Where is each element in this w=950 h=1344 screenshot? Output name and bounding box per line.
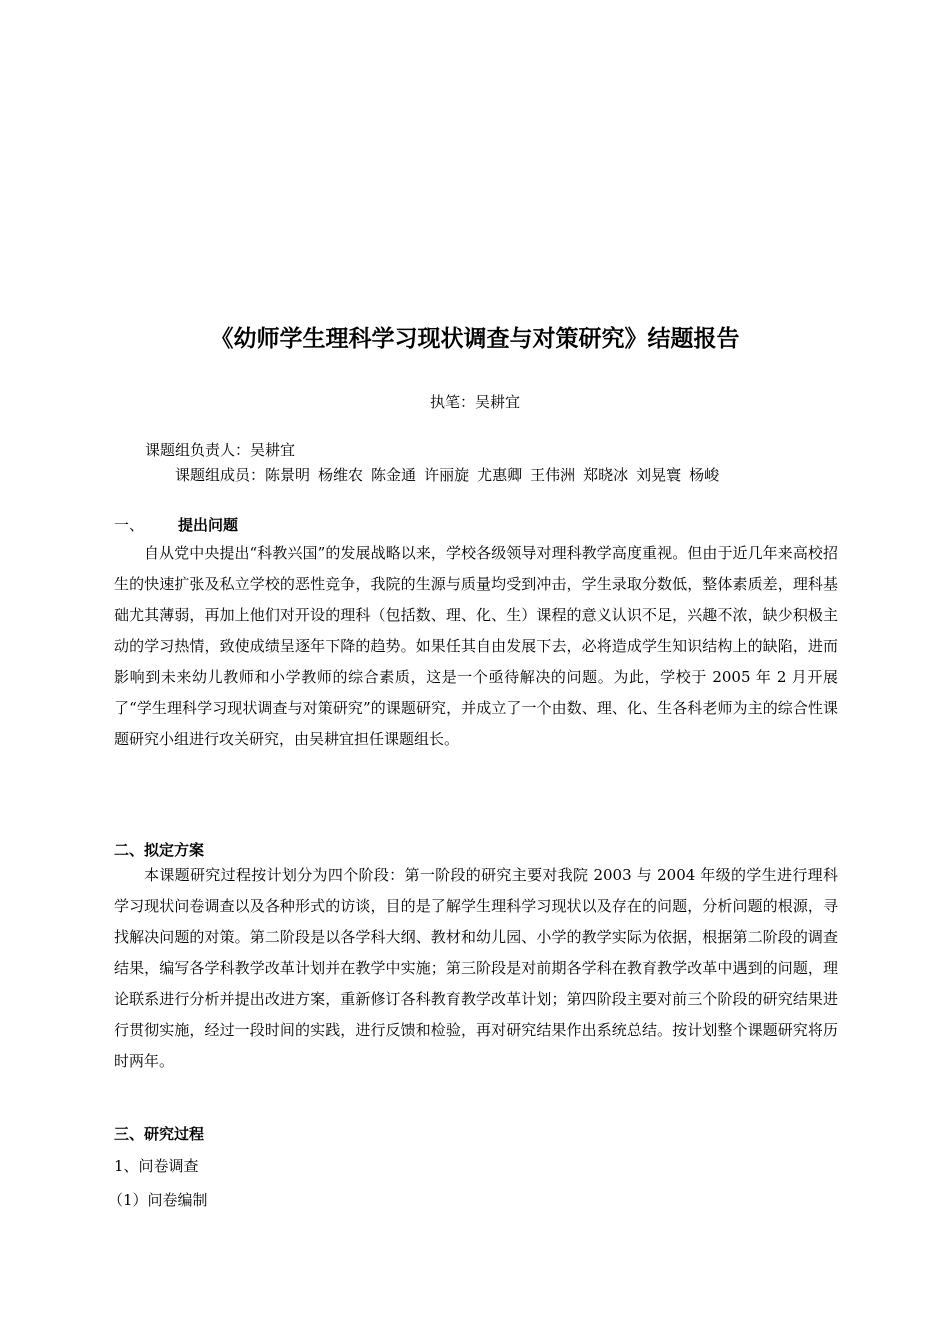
sub-item-heading: 1、问卷调查	[114, 1157, 199, 1175]
member-name: 郑晓冰	[583, 466, 629, 484]
member-name: 杨峻	[689, 466, 720, 484]
document-title: 《幼师学生理科学习现状调查与对策研究》结题报告	[210, 325, 740, 352]
member-name: 杨维农	[318, 466, 364, 484]
section-heading-3: 三、研究过程	[114, 1125, 205, 1143]
sub-sub-item-heading: （1）问卷编制	[108, 1191, 208, 1209]
member-name: 陈景明	[265, 466, 311, 484]
members-label: 课题组成员：	[175, 466, 266, 484]
project-leader-line: 课题组负责人：吴耕宜	[145, 441, 296, 459]
section-number: 一、	[114, 516, 145, 534]
section-title: 提出问题	[178, 516, 239, 534]
author-line: 执笔：吴耕宜	[429, 393, 520, 411]
section-body-2: 本课题研究过程按计划分为四个阶段：第一阶段的研究主要对我院 2003 与 2004 年级的学生进行理科学习现状问卷调查以及各种形式的访谈，目的是了解学生理科学习现状以及存在的问题，分析问题的根源，寻找解决问题的对策。第二阶段是以各学科大纲、教材和幼儿园、小学的教学实际为依据，根据第二阶段的调查结果，编写各学科教学改革计划并在教学中实施；第三阶段是对前期各学科在教育教学改革中遇到的问题，理论联系进行分析并提出改进方案，重新修订各科教育教学改革计划；第四阶段主要对前三个阶段的研究结果进行贯彻实施，经过一段时间的实践，进行反馈和检验，再对研究结果作出系统总结。按计划整个课题研究将历时两年。	[114, 866, 838, 1070]
member-name: 尤惠卿	[477, 466, 523, 484]
project-members-line	[175, 463, 719, 487]
section-heading-1	[114, 513, 238, 537]
section-body-1: 自从党中央提出“科教兴国”的发展战略以来，学校各级领导对理科教学高度重视。但由于近几年来高校招生的快速扩张及私立学校的恶性竞争，我院的生源与质量均受到冲击，学生录取分数低，整体素质差，理科基础尤其薄弱，再加上他们对开设的理科（包括数、理、化、生）课程的意义认识不足，兴趣不浓，缺少积极主动的学习热情，致使成绩呈逐年下降的趋势。如果任其自由发展下去，必将造成学生知识结构上的缺陷，进而影响到未来幼儿教师和小学教师的综合素质，这是一个亟待解决的问题。为此，学校于 2005 年 2 月开展了“学生理科学习现状调查与对策研究”的课题研究，并成立了一个由数、理、化、生各科老师为主的综合性课题研究小组进行攻关研究，由吴耕宜担任课题组长。	[114, 544, 838, 748]
member-name: 刘晃寰	[636, 466, 682, 484]
member-name: 陈金通	[371, 466, 417, 484]
member-name: 许丽旋	[424, 466, 470, 484]
section-heading-2: 二、拟定方案	[114, 841, 205, 859]
member-name: 王伟洲	[530, 466, 576, 484]
